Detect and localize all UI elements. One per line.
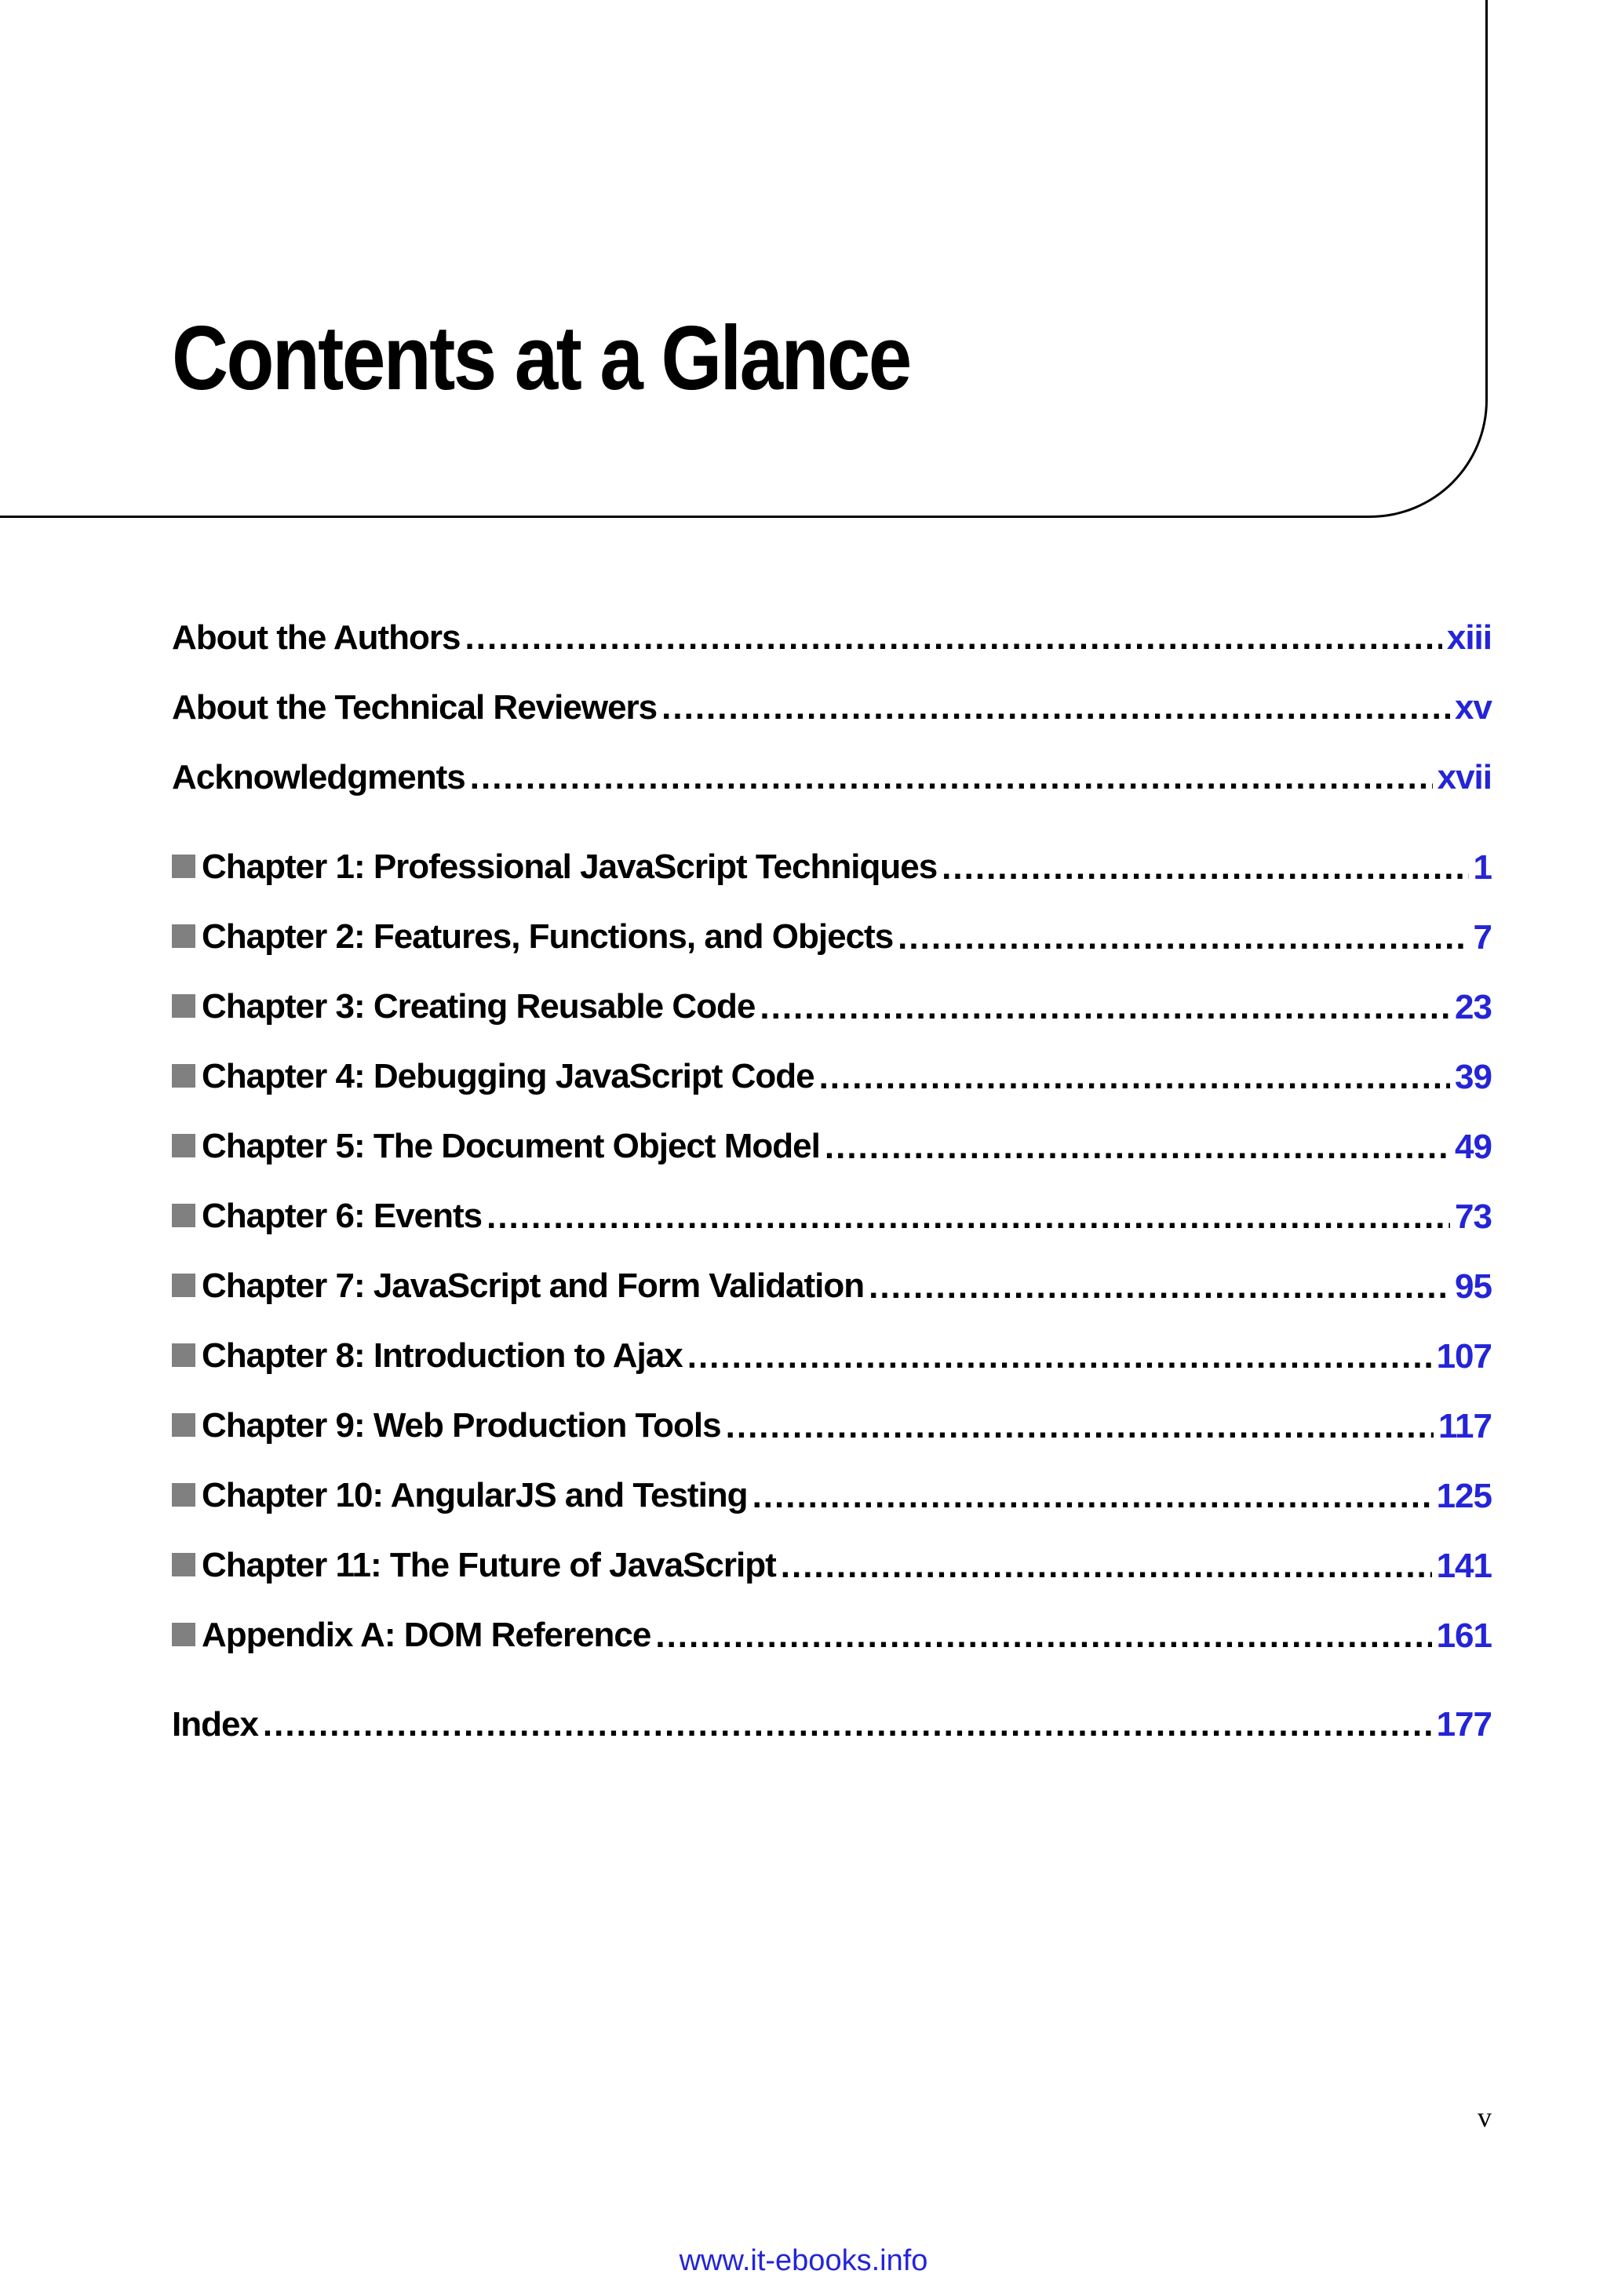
toc-entry-chapter-6[interactable] [172,1193,1492,1240]
toc-entry-label: Chapter 5: The Document Object Model [202,1127,820,1165]
dot-leader [819,1054,1450,1101]
toc-entry-label: Chapter 4: Debugging JavaScript Code [202,1057,814,1095]
toc-entry-technical-reviewers[interactable] [172,684,1492,731]
toc-entry-page[interactable]: 117 [1438,1407,1492,1445]
toc-entry-chapter-4[interactable] [172,1053,1492,1100]
dot-leader [726,1403,1434,1450]
page-title: Contents at a Glance [172,307,910,409]
toc-entry-page[interactable]: 125 [1436,1477,1492,1515]
toc-entry-page[interactable]: 95 [1455,1267,1492,1306]
toc-entry-page[interactable]: 49 [1455,1128,1492,1166]
toc-entry-chapter-5[interactable] [172,1123,1492,1170]
toc-entry-page[interactable]: xvii [1437,758,1492,796]
header-frame [0,0,1488,518]
square-bullet-icon [172,1134,195,1157]
toc-entry-label: About the Authors [172,618,461,657]
toc-entry-chapter-10[interactable] [172,1472,1492,1519]
toc-entry-page[interactable]: xv [1455,688,1492,727]
dot-leader [760,984,1450,1031]
toc-entry-label: Chapter 7: JavaScript and Form Validation [202,1266,865,1305]
toc-entry-label: Acknowledgments [172,758,465,796]
square-bullet-icon [172,1204,195,1227]
toc-entry-page[interactable]: 73 [1455,1197,1492,1236]
dot-leader [825,1124,1450,1171]
toc-entry-about-authors[interactable] [172,614,1492,661]
toc-entry-chapter-11[interactable] [172,1542,1492,1589]
dot-leader [655,1613,1431,1660]
toc-entry-acknowledgments[interactable] [172,754,1492,801]
toc-entry-label: Chapter 9: Web Production Tools [202,1406,721,1445]
square-bullet-icon [172,994,195,1018]
toc-entry-label: Chapter 3: Creating Reusable Code [202,987,756,1026]
toc-entry-page[interactable]: 7 [1473,918,1492,957]
square-bullet-icon [172,1483,195,1507]
dot-leader [898,914,1468,961]
toc-entry-appendix-a[interactable] [172,1612,1492,1659]
square-bullet-icon [172,855,195,878]
toc-entry-page[interactable]: 141 [1436,1547,1492,1585]
page-folio: v [1478,2101,1492,2133]
toc-entry-page[interactable]: 177 [1436,1705,1492,1744]
toc-entry-chapter-8[interactable] [172,1332,1492,1379]
toc-entry-page[interactable]: xiii [1446,618,1492,657]
dot-leader [781,1543,1432,1590]
toc-entry-index[interactable] [172,1701,1492,1748]
toc-entry-label: Index [172,1705,258,1744]
toc-entry-page[interactable]: 1 [1473,848,1492,887]
toc-entry-label: About the Technical Reviewers [172,688,658,727]
square-bullet-icon [172,1064,195,1088]
toc-entry-label: Chapter 2: Features, Functions, and Objects [202,917,894,956]
dot-leader [470,754,1433,801]
toc-entry-label: Chapter 8: Introduction to Ajax [202,1336,683,1375]
dot-leader [661,684,1450,731]
toc-entry-label: Chapter 1: Professional JavaScript Techniques [202,847,938,886]
toc-entry-chapter-1[interactable] [172,844,1492,891]
toc-entry-chapter-3[interactable] [172,983,1492,1030]
toc-entry-chapter-7[interactable] [172,1263,1492,1310]
square-bullet-icon [172,1343,195,1367]
toc-entry-label: Chapter 10: AngularJS and Testing [202,1476,748,1514]
toc-entry-label: Appendix A: DOM Reference [202,1616,651,1654]
dot-leader [869,1263,1450,1310]
toc-entry-chapter-9[interactable] [172,1402,1492,1449]
dot-leader [687,1333,1432,1380]
toc-entry-label: Chapter 11: The Future of JavaScript [202,1546,776,1584]
square-bullet-icon [172,1623,195,1646]
dot-leader [263,1701,1432,1748]
toc-entry-chapter-2[interactable] [172,913,1492,960]
square-bullet-icon [172,1274,195,1297]
dot-leader [752,1473,1432,1520]
toc-entry-page[interactable]: 39 [1455,1058,1492,1096]
dot-leader [486,1194,1450,1241]
dot-leader [465,614,1442,661]
square-bullet-icon [172,1553,195,1576]
toc-entry-page[interactable]: 23 [1455,988,1492,1026]
footer-url-link[interactable]: www.it-ebooks.info [679,2244,928,2277]
square-bullet-icon [172,924,195,948]
square-bullet-icon [172,1413,195,1437]
dot-leader [942,844,1468,891]
toc-entry-label: Chapter 6: Events [202,1197,483,1235]
toc-entry-page[interactable]: 107 [1436,1337,1492,1376]
toc-entry-page[interactable]: 161 [1436,1616,1492,1655]
